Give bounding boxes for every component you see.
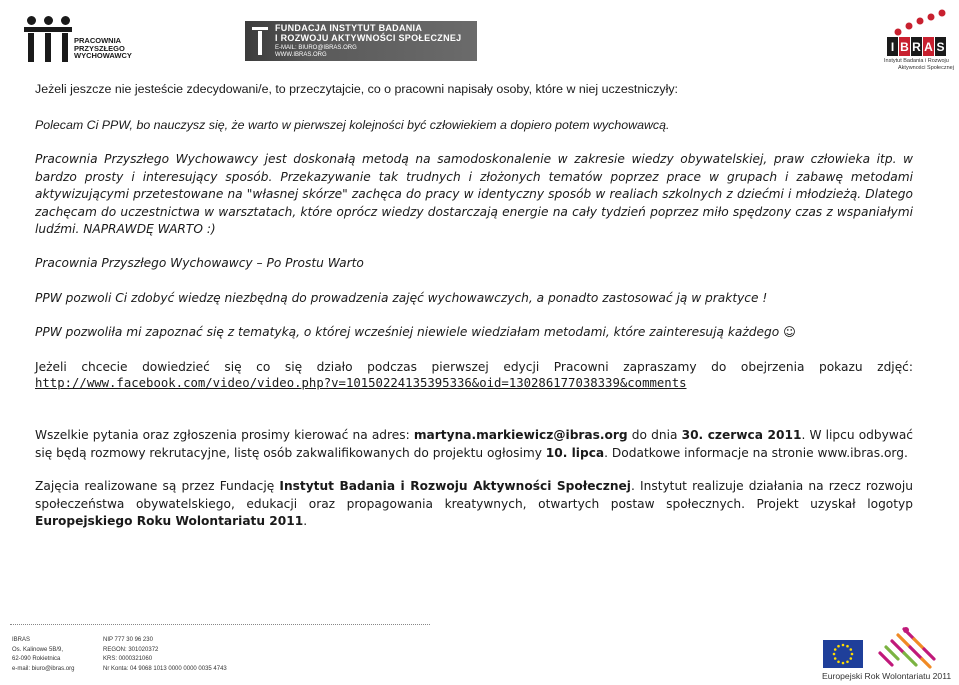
organizer-text: Zajęcia realizowane są przez Fundację <box>35 479 280 493</box>
footer-line: Nr Konta: 04 9068 1013 0000 0000 0035 4743 <box>103 665 227 672</box>
contact-text: . W lipcu odbywać się będą rozmowy rekrutacyjne, listę osób zakwalifikowanych do projektu ogłosimy <box>35 428 913 460</box>
footer-line: KRS: 0000321060 <box>103 656 153 662</box>
footer-line: REGON: 301020372 <box>103 646 159 653</box>
banner-mark-icon <box>250 25 270 57</box>
svg-text:I: I <box>890 40 895 54</box>
svg-text:R: R <box>912 40 921 54</box>
contact-text: do dnia <box>627 428 682 442</box>
svg-text:A: A <box>924 40 933 54</box>
organizer-text: . <box>303 514 308 528</box>
ppw-logo-line: PRACOWNIA <box>74 36 122 45</box>
eyv-logotype-name: Europejskiego Roku Wolontariatu 2011 <box>35 514 304 528</box>
testimonial-2: Pracownia Przyszłego Wychowawcy jest doskonałą metodą na samodoskonalenie w zakresie wiedzy obywatelskiej, praw człowieka itp. w bardzo prosty i interesujący sposób. Przekazywanie tak trudnych i złożonych tematów poprzez prace w grupach i zabawę metodami aktywizującymi przetestowane na "własnej skórze" zachęca do pracy w identyczny sposób w realiach szkolnych z dziećmi i młodzieżą. Dlatego zachęcam do uczestnictwa w warsztatach, które oprócz wiedzy dostarczają energie na cały tydzień poprzez miło spędzony czas z wspaniałymi ludźmi. NAPRAWDĘ WARTO :) <box>35 152 913 236</box>
footer-line: IBRAS <box>12 637 31 643</box>
contact-text: . Dodatkowe informacje na stronie www.ibras.org. <box>604 445 908 460</box>
contact-email[interactable]: martyna.markiewicz@ibras.org <box>413 428 628 442</box>
photos-invitation: Jeżeli chcecie dowiedzieć się co się działo podczas pierwszej edycji Pracowni zapraszamy do obejrzenia pokazu zdjęć: <box>35 360 913 374</box>
svg-text:B: B <box>900 40 909 54</box>
contact-text: Wszelkie pytania oraz zgłoszenia prosimy kierować na adres: <box>35 428 414 442</box>
testimonial-3: Pracownia Przyszłego Wychowawcy – Po Prostu Warto <box>35 256 364 270</box>
testimonial-4: PPW pozwoli Ci zdobyć wiedzę niezbędną do prowadzenia zajęć wychowawczych, a ponadto zastosować ją w praktyce ! <box>35 291 768 305</box>
footer-address <box>12 636 74 674</box>
contact-paragraph <box>35 427 913 462</box>
intro-paragraph: Jeżeli jeszcze nie jesteście zdecydowani/e, to przeczytajcie, co o pracowni napisały osoby, które w niej uczestniczyły: <box>35 82 678 96</box>
testimonial-5: PPW pozwoliła mi zapoznać się z tematyką, o której wcześniej niewiele wiedziałam metodami, które zainteresują każdego ☺ <box>35 325 796 339</box>
organizer-paragraph <box>35 478 913 531</box>
facebook-video-link[interactable]: http://www.facebook.com/video/video.php?v=10150224135395336&oid=130286177038339&comments <box>35 376 687 390</box>
banner-website: WWW.IBRAS.ORG <box>275 52 327 58</box>
footer-line: e-mail: biuro@ibras.org <box>12 665 75 672</box>
banner-line-1: FUNDACJA INSTYTUT BADANIA <box>275 23 423 33</box>
footer-registry <box>103 636 227 674</box>
footer-divider <box>10 624 430 625</box>
eyv-2011-logo-icon <box>868 625 940 670</box>
banner-line-2: I ROZWOJU AKTYWNOŚCI SPOŁECZNEJ <box>275 33 462 43</box>
ibras-caption-line-1: Instytut Badania i Rozwoju <box>884 58 949 64</box>
footer-line: 62-090 Rokietnica <box>12 656 61 662</box>
organizer-name: Instytut Badania i Rozwoju Aktywności Społecznej <box>279 479 631 493</box>
ibras-caption-line-2: Aktywności Społecznej <box>898 65 954 71</box>
organizer-text: . Instytut realizuje działania na rzecz rozwoju społeczeństwa obywatelskiego, edukacji oraz propagowania kreatywnych, otwartych postaw społecznych. Projekt uzyskał logotyp <box>35 479 914 511</box>
ppw-logo-text <box>74 37 132 60</box>
eyv-caption: Europejski Rok Wolontariatu 2011 <box>822 671 952 681</box>
footer-line: Os. Kalinowe 5B/9, <box>12 646 64 653</box>
ibras-logo-icon <box>885 8 955 58</box>
ppw-logo-line: PRZYSZŁEGO <box>74 43 125 53</box>
ppw-logo-line: WYCHOWAWCY <box>74 51 132 60</box>
deadline-date: 30. czerwca 2011 <box>681 428 802 442</box>
announcement-date: 10. lipca <box>545 445 605 460</box>
testimonial-1: Polecam Ci PPW, bo nauczysz się, że warto w pierwszej kolejności być człowiekiem a dopiero potem wychowawcą. <box>35 118 670 132</box>
banner-email: E-MAIL: BIURO@IBRAS.ORG <box>275 45 357 51</box>
svg-text:S: S <box>936 40 945 54</box>
footer-line: NIP 777 30 96 230 <box>103 637 153 643</box>
eu-flag-icon <box>823 640 863 668</box>
